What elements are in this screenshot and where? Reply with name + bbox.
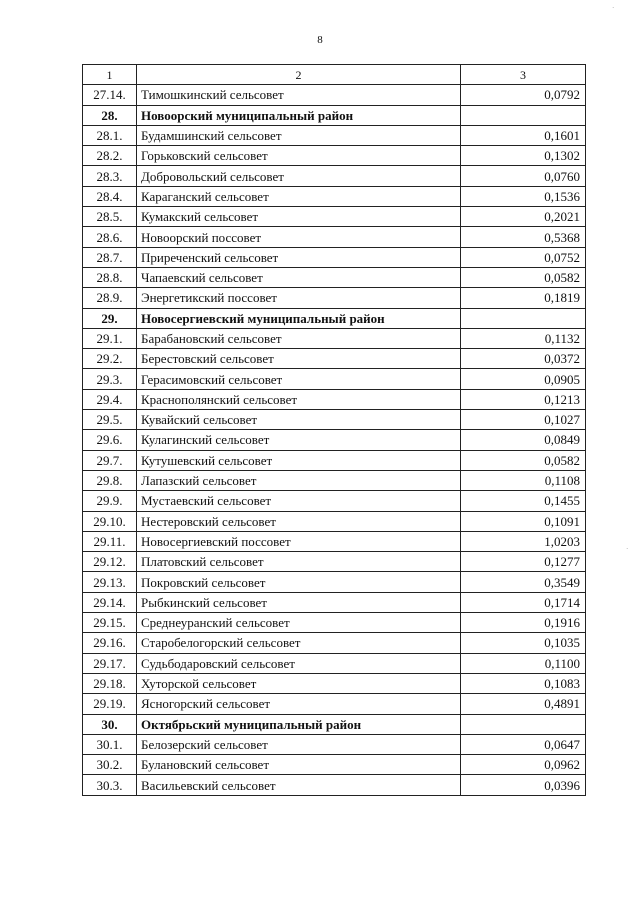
row-number-cell: 28.6. — [83, 227, 137, 247]
row-number-cell: 27.14. — [83, 85, 137, 105]
table-body — [83, 65, 586, 796]
table-row — [83, 673, 586, 693]
settlement-name-cell: Платовский сельсовет — [137, 552, 461, 572]
settlement-name-cell: Тимошкинский сельсовет — [137, 85, 461, 105]
settlement-name-cell: Ясногорский сельсовет — [137, 694, 461, 714]
settlement-name-cell: Старобелогорский сельсовет — [137, 633, 461, 653]
settlement-name-cell: Чапаевский сельсовет — [137, 267, 461, 287]
settlement-name-cell: Рыбкинский сельсовет — [137, 592, 461, 612]
settlement-name-cell: Хуторской сельсовет — [137, 673, 461, 693]
row-number-cell: 29.16. — [83, 633, 137, 653]
coefficient-cell: 0,1714 — [461, 592, 586, 612]
row-number-cell: 28.3. — [83, 166, 137, 186]
settlement-name-cell: Мустаевский сельсовет — [137, 491, 461, 511]
table-row — [83, 572, 586, 592]
table-row — [83, 369, 586, 389]
row-number-cell: 30.3. — [83, 775, 137, 795]
coefficient-cell — [461, 105, 586, 125]
scan-mark-side: · — [626, 545, 629, 553]
row-number-cell: 29.5. — [83, 410, 137, 430]
coefficient-cell: 0,1536 — [461, 186, 586, 206]
district-name-cell: Новоорский муниципальный район — [137, 105, 461, 125]
row-number-cell: 28.5. — [83, 207, 137, 227]
row-number-cell: 29. — [83, 308, 137, 328]
row-number-cell: 29.9. — [83, 491, 137, 511]
row-number-cell: 28. — [83, 105, 137, 125]
settlement-name-cell: Краснополянский сельсовет — [137, 389, 461, 409]
column-header-3: 3 — [461, 65, 586, 85]
row-number-cell: 29.3. — [83, 369, 137, 389]
coefficient-cell: 0,1108 — [461, 470, 586, 490]
settlement-name-cell: Белозерский сельсовет — [137, 734, 461, 754]
coefficient-cell: 0,0372 — [461, 349, 586, 369]
scan-mark-top: · — [612, 4, 615, 12]
table-row — [83, 470, 586, 490]
table-row — [83, 592, 586, 612]
table-row — [83, 227, 586, 247]
settlement-name-cell: Герасимовский сельсовет — [137, 369, 461, 389]
coefficient-cell: 0,3549 — [461, 572, 586, 592]
table-row — [83, 734, 586, 754]
coefficient-cell: 0,1027 — [461, 410, 586, 430]
table-row — [83, 775, 586, 795]
row-number-cell: 29.18. — [83, 673, 137, 693]
coefficient-cell: 0,1916 — [461, 613, 586, 633]
row-number-cell: 28.1. — [83, 125, 137, 145]
settlement-name-cell: Покровский сельсовет — [137, 572, 461, 592]
table-row — [83, 410, 586, 430]
coefficient-cell: 0,4891 — [461, 694, 586, 714]
coefficient-cell: 0,0396 — [461, 775, 586, 795]
settlement-name-cell: Кулагинский сельсовет — [137, 430, 461, 450]
column-header-1: 1 — [83, 65, 137, 85]
coefficient-cell: 0,0582 — [461, 267, 586, 287]
row-number-cell: 29.2. — [83, 349, 137, 369]
coefficient-cell: 0,0760 — [461, 166, 586, 186]
settlement-name-cell: Васильевский сельсовет — [137, 775, 461, 795]
table-row — [83, 349, 586, 369]
table-row — [83, 267, 586, 287]
coefficient-cell: 0,0752 — [461, 247, 586, 267]
settlement-name-cell: Нестеровский сельсовет — [137, 511, 461, 531]
settlement-name-cell: Среднеуранский сельсовет — [137, 613, 461, 633]
table-row — [83, 450, 586, 470]
row-number-cell: 29.7. — [83, 450, 137, 470]
row-number-cell: 29.12. — [83, 552, 137, 572]
table-row — [83, 430, 586, 450]
settlement-name-cell: Караганский сельсовет — [137, 186, 461, 206]
table-row — [83, 531, 586, 551]
settlement-name-cell: Приреченский сельсовет — [137, 247, 461, 267]
settlement-name-cell: Энергетикский поссовет — [137, 288, 461, 308]
row-number-cell: 29.10. — [83, 511, 137, 531]
coefficient-cell: 0,1455 — [461, 491, 586, 511]
settlement-name-cell: Судьбодаровский сельсовет — [137, 653, 461, 673]
district-name-cell: Новосергиевский муниципальный район — [137, 308, 461, 328]
coefficient-cell: 0,1601 — [461, 125, 586, 145]
table-row — [83, 389, 586, 409]
settlement-name-cell: Кумакский сельсовет — [137, 207, 461, 227]
table-row — [83, 288, 586, 308]
row-number-cell: 30. — [83, 714, 137, 734]
table-row — [83, 207, 586, 227]
settlement-name-cell: Горьковский сельсовет — [137, 146, 461, 166]
row-number-cell: 30.2. — [83, 755, 137, 775]
row-number-cell: 28.8. — [83, 267, 137, 287]
table-row — [83, 755, 586, 775]
row-number-cell: 29.15. — [83, 613, 137, 633]
row-number-cell: 28.9. — [83, 288, 137, 308]
table-row — [83, 186, 586, 206]
coefficient-cell: 0,2021 — [461, 207, 586, 227]
coefficient-cell: 0,0582 — [461, 450, 586, 470]
coefficient-cell: 0,1035 — [461, 633, 586, 653]
settlement-name-cell: Барабановский сельсовет — [137, 328, 461, 348]
coefficient-cell: 0,1083 — [461, 673, 586, 693]
coefficient-cell — [461, 308, 586, 328]
row-number-cell: 28.4. — [83, 186, 137, 206]
row-number-cell: 30.1. — [83, 734, 137, 754]
coefficient-cell: 0,1132 — [461, 328, 586, 348]
row-number-cell: 29.11. — [83, 531, 137, 551]
allocation-table — [82, 64, 586, 796]
table-row — [83, 552, 586, 572]
row-number-cell: 28.2. — [83, 146, 137, 166]
settlement-name-cell: Берестовский сельсовет — [137, 349, 461, 369]
settlement-name-cell: Кутушевский сельсовет — [137, 450, 461, 470]
settlement-name-cell: Лапазский сельсовет — [137, 470, 461, 490]
coefficient-cell: 0,1302 — [461, 146, 586, 166]
section-row — [83, 308, 586, 328]
coefficient-cell — [461, 714, 586, 734]
coefficient-cell: 0,0647 — [461, 734, 586, 754]
settlement-name-cell: Будамшинский сельсовет — [137, 125, 461, 145]
table-row — [83, 247, 586, 267]
coefficient-cell: 0,1819 — [461, 288, 586, 308]
row-number-cell: 29.6. — [83, 430, 137, 450]
table-row — [83, 146, 586, 166]
coefficient-cell: 0,1213 — [461, 389, 586, 409]
row-number-cell: 29.19. — [83, 694, 137, 714]
coefficient-cell: 0,1091 — [461, 511, 586, 531]
table-row — [83, 694, 586, 714]
row-number-cell: 29.17. — [83, 653, 137, 673]
table-row — [83, 511, 586, 531]
coefficient-cell: 0,0962 — [461, 755, 586, 775]
coefficient-cell: 0,0792 — [461, 85, 586, 105]
settlement-name-cell: Булановский сельсовет — [137, 755, 461, 775]
row-number-cell: 29.8. — [83, 470, 137, 490]
coefficient-cell: 1,0203 — [461, 531, 586, 551]
table-row — [83, 633, 586, 653]
coefficient-cell: 0,0905 — [461, 369, 586, 389]
settlement-name-cell: Добровольский сельсовет — [137, 166, 461, 186]
settlement-name-cell: Новоорский поссовет — [137, 227, 461, 247]
settlement-name-cell: Кувайский сельсовет — [137, 410, 461, 430]
coefficient-cell: 0,1277 — [461, 552, 586, 572]
table-row — [83, 653, 586, 673]
table-row — [83, 613, 586, 633]
table-row — [83, 328, 586, 348]
column-header-2: 2 — [137, 65, 461, 85]
section-row — [83, 714, 586, 734]
coefficient-cell: 0,1100 — [461, 653, 586, 673]
table-row — [83, 85, 586, 105]
coefficient-cell: 0,0849 — [461, 430, 586, 450]
district-name-cell: Октябрьский муниципальный район — [137, 714, 461, 734]
row-number-cell: 29.14. — [83, 592, 137, 612]
table-row — [83, 491, 586, 511]
row-number-cell: 29.1. — [83, 328, 137, 348]
table-row — [83, 125, 586, 145]
table-header-row — [83, 65, 586, 85]
row-number-cell: 29.13. — [83, 572, 137, 592]
row-number-cell: 29.4. — [83, 389, 137, 409]
section-row — [83, 105, 586, 125]
page-number: 8 — [317, 34, 323, 46]
coefficient-cell: 0,5368 — [461, 227, 586, 247]
settlement-name-cell: Новосергиевский поссовет — [137, 531, 461, 551]
table-row — [83, 166, 586, 186]
row-number-cell: 28.7. — [83, 247, 137, 267]
